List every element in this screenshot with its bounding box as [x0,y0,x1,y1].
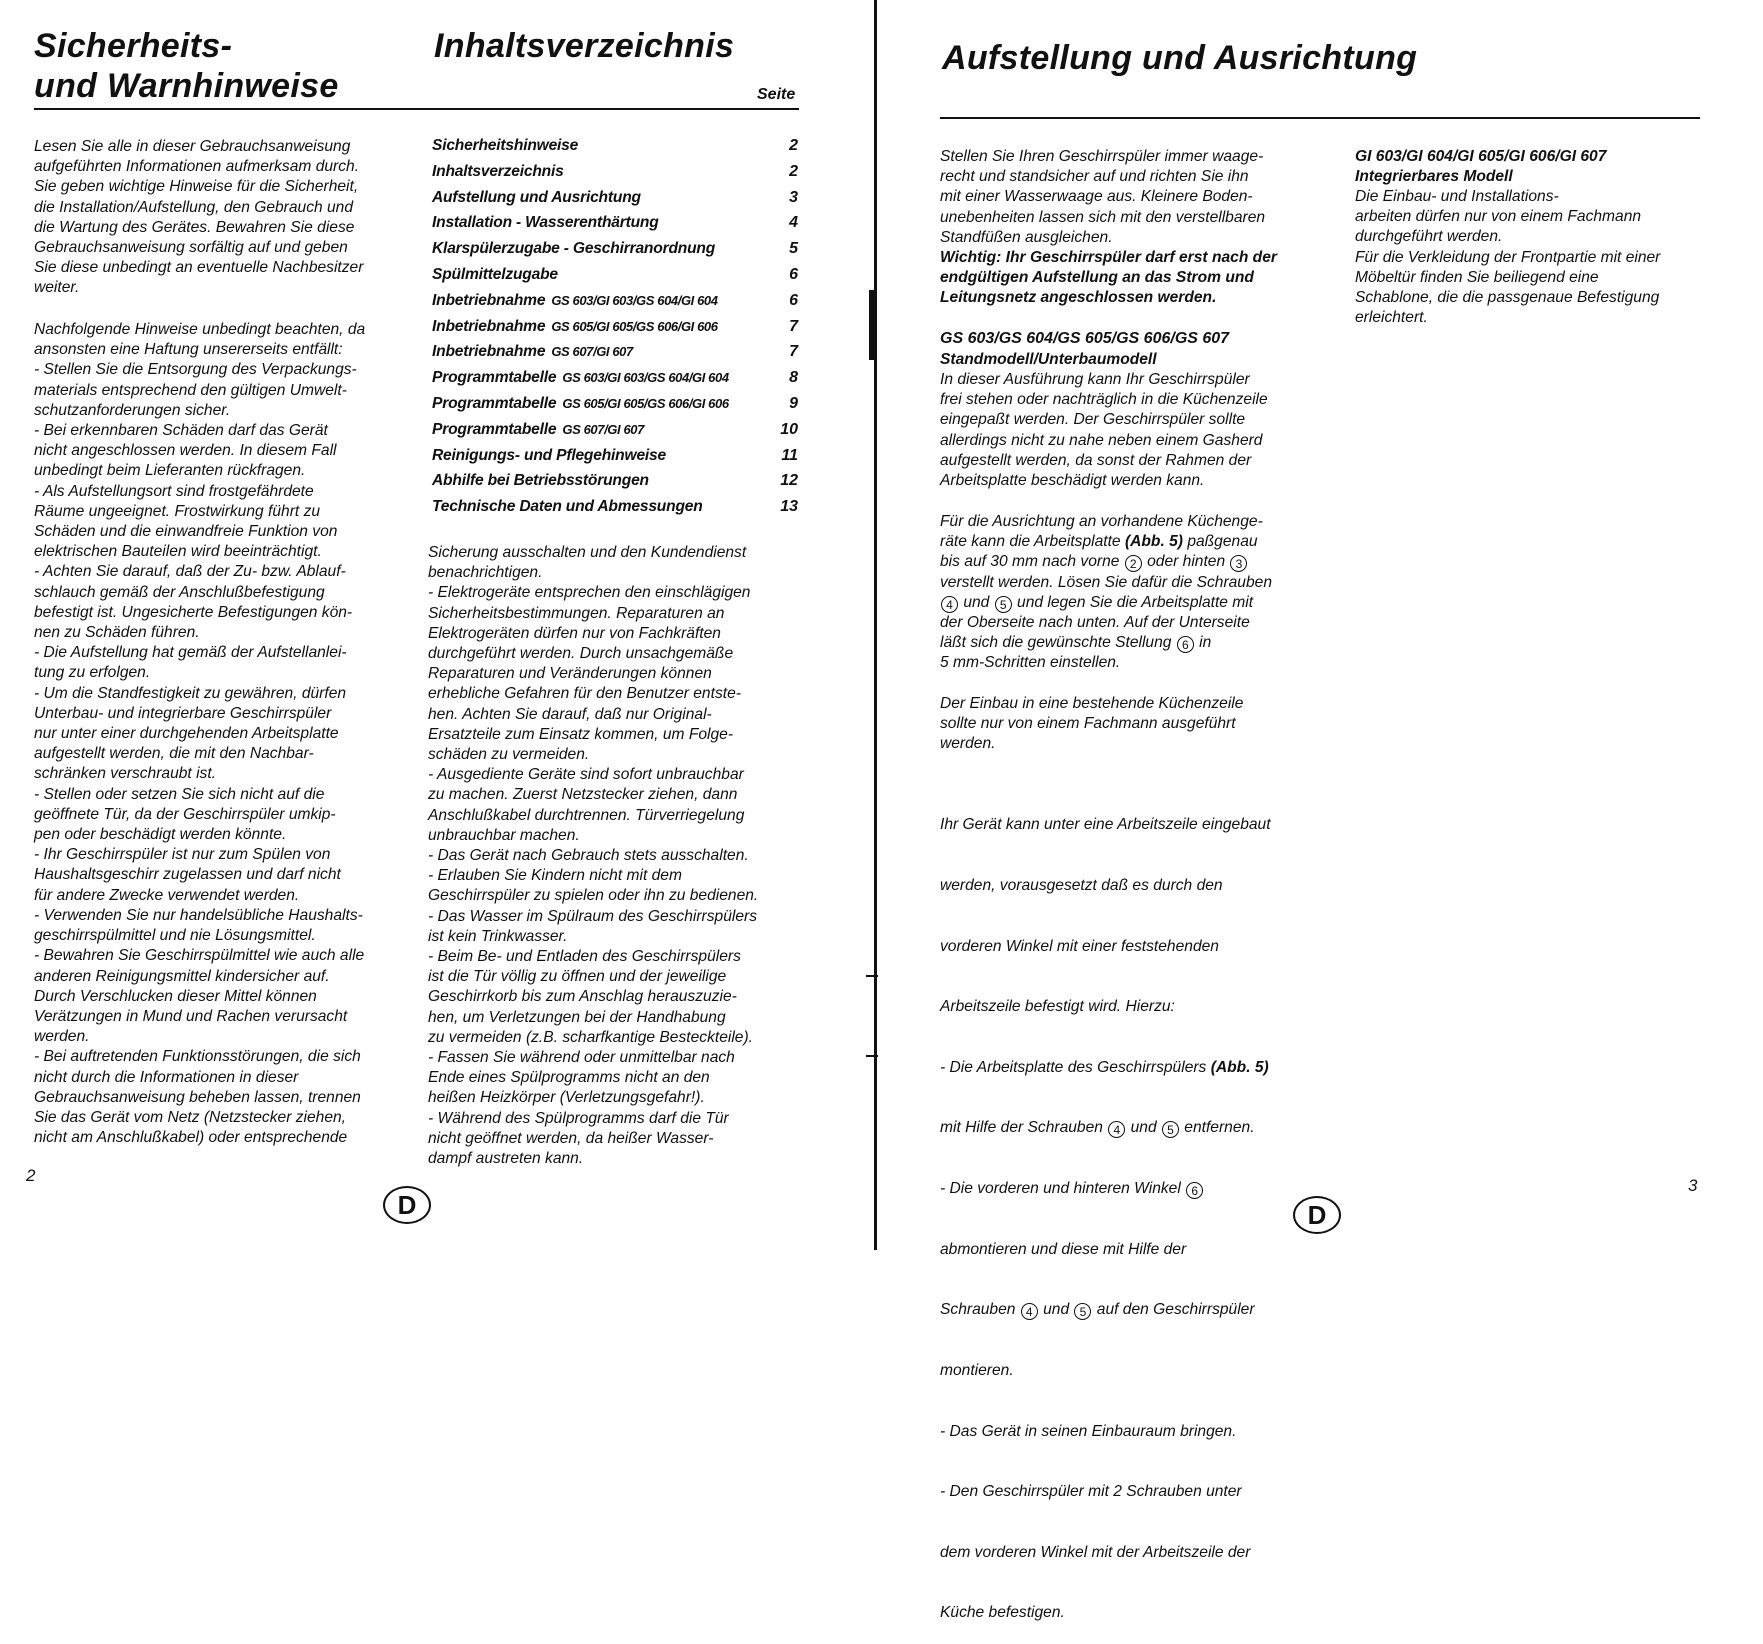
toc-entry [432,240,798,266]
toc-entry-page: 8 [789,369,798,387]
callout-number: 2 [1125,555,1142,572]
toc-entry [432,318,798,344]
toc-entry [432,498,798,524]
left-note-line: - Die Aufstellung hat gemäß der Aufstellanlei- [34,644,347,662]
left-page-number: 2 [26,1166,36,1185]
left-note-line: nicht angeschlossen werden. In diesem Fall [34,442,337,460]
left-note-line: - Achten Sie darauf, daß der Zu- bzw. Ablauf- [34,563,346,581]
toc-entry-title: Inhaltsverzeichnis [432,162,564,180]
toc-entry [432,421,798,447]
left-note-line: Haushaltsgeschirr zugelassen und darf nicht [34,866,341,884]
toc-entry-title: Inbetriebnahme [432,343,546,361]
toc-continued-line: - Ausgediente Geräte sind sofort unbrauchbar [428,766,744,784]
left-note-line: - Um die Standfestigkeit zu gewähren, dürfen [34,684,347,702]
toc-continued-line: erhebliche Gefahren für den Benutzer entste- [428,685,741,703]
toc-entry-page: 5 [789,240,798,258]
toc-entry-page: 9 [789,394,798,412]
callout-number: 6 [1186,1182,1203,1199]
under-counter-instructions: Ihr Gerät kann unter eine Arbeitszeile eingebaut werden, vorausgesetzt daß es durch den vorderen Winkel mit einer feststehenden Arbeitszeile befestigt wird. Hierzu: - Die Arbeitsplatte des Geschirrspülers (Abb. 5) mit Hilfe der Schrauben 4 und 5 entfernen. - Die vorderen und hinteren Winkel 6 abmontieren und diese mit Hilfe der Schrauben 4 und 5 auf den Geschirrspüler montieren. - Das Gerät in seinen Einbauraum bringen. - Den Geschirrspüler mit 2 Schrauben unter dem vorderen Winkel mit der Arbeitszeile der Küche befestigen. [940,816,1271,1622]
toc-entry-title: Spülmittelzugabe [432,265,558,283]
toc-entry-model: GS 603/GI 603/GS 604/GI 604 [551,292,718,308]
left-note-line: - Als Aufstellungsort sind frostgefährdete [34,482,314,500]
left-note-line: Sie das Gerät vom Netz (Netzstecker ziehen, [34,1108,346,1126]
toc-entry-page: 11 [781,446,798,464]
gs-model-subheading: Standmodell/Unterbaumodell [940,351,1157,368]
toc-entry-page: 10 [780,420,798,438]
toc-entry-title: Programmtabelle [432,420,557,438]
gi-model-text: Die Einbau- und Installations- arbeiten dürfen nur von einem Fachmann durchgeführt werden. Für die Verkleidung der Frontpartie mit einer Möbeltür finden Sie beiliegend eine Schablone, die die passgenaue Befestigung erleichtert. [1355,188,1661,327]
gs-model-text: In dieser Ausführung kann Ihr Geschirrspüler frei stehen oder nachträglich in die Küchenzeile eingepaßt werden. Der Geschirrspüler sollte allerdings nicht zu nahe neben einem Gasherd aufgestellt werden, da sonst der Rahmen der Arbeitsplatte beschädigt werden kann. [940,371,1268,490]
left-title-line2: und Warnhinweise [34,67,339,105]
toc-entry-title: Abhilfe bei Betriebsstörungen [432,472,649,490]
toc-continued-line: - Das Gerät nach Gebrauch stets ausschalten. [428,847,749,865]
toc-entry [432,137,798,163]
toc-continued-line: - Elektrogeräte entsprechen den einschlägigen [428,584,751,602]
spine-mark [869,290,875,360]
left-note-line: nen zu Schäden führen. [34,624,200,642]
left-note-line: - Stellen oder setzen Sie sich nicht auf die [34,785,325,803]
toc-entry-page: 2 [789,137,798,154]
toc-continued-line: durchgeführt werden. Durch unsachgemäße [428,645,734,663]
toc-continued-line: schäden zu vermeiden. [428,746,590,764]
toc-entry-model: GS 607/GI 607 [562,421,644,437]
toc-continued-line: Ersatzteile zum Einsatz kommen, um Folge- [428,725,734,743]
toc-continued-line: Sicherung ausschalten und den Kundendienst [428,544,747,561]
toc-entry [432,266,798,292]
toc-entry-page: 13 [780,498,798,516]
gs-model-heading: GS 603/GS 604/GS 605/GS 606/GS 607 [940,330,1230,347]
spine-mark [866,1055,878,1057]
left-note-line: befestigt ist. Ungesicherte Befestigungen kön- [34,603,353,621]
callout-number: 5 [1162,1121,1179,1138]
left-note-line: nicht durch die Informationen in dieser [34,1068,299,1086]
toc-continued-text [428,543,808,1169]
gi-model-subheading: Integrierbares Modell [1355,168,1513,185]
toc-entry-model: GS 607/GI 607 [551,344,633,360]
left-note-line: geöffnete Tür, da der Geschirrspüler umkip- [34,805,336,823]
toc-entry-page: 4 [789,214,798,232]
toc-entry-page: 6 [789,265,798,283]
toc-entry [432,472,798,498]
toc-entry-model: GS 605/GI 605/GS 606/GI 606 [562,395,729,411]
worktop-adjustment-paragraph: Für die Ausrichtung an vorhandene Küchenge- räte kann die Arbeitsplatte (Abb. 5) paßgenau bis auf 30 mm nach vorne 2 oder hinten 3 verstellt werden. Lösen Sie dafür die Schrauben 4 und 5 und legen Sie die Arbeitsplatte mit der Oberseite nach unten. Auf der Unterseite läßt sich die gewünschte Stellung 6 in 5 mm-Schritten einstellen. [940,513,1272,672]
toc-entry-title: Technische Daten und Abmessungen [432,498,703,516]
callout-number: 4 [941,596,958,613]
toc-entry [432,343,798,369]
toc-continued-line: Ende eines Spülprogramms nicht an den [428,1069,710,1087]
left-note-line: unbedingt beim Lieferanten rückfragen. [34,462,306,480]
toc-entry-page: 7 [789,317,798,335]
toc-continued-line: Sicherheitsbestimmungen. Reparaturen an [428,604,725,622]
callout-number: 3 [1230,555,1247,572]
spine-mark [866,975,878,977]
left-country-badge: D [383,1186,431,1224]
toc-entry-title: Sicherheitshinweise [432,137,579,154]
toc-title: Inhaltsverzeichnis [434,27,735,65]
toc-continued-line: nicht geöffnet werden, da heißer Wasser- [428,1129,714,1147]
toc-entry-title: Aufstellung und Ausrichtung [432,188,641,206]
toc-continued-line: ist kein Trinkwasser. [428,927,568,945]
toc-entry [432,292,798,318]
callout-number: 4 [1021,1303,1038,1320]
toc-entry-title: Klarspülerzugabe - Geschirranordnung [432,240,716,258]
left-notes-list [34,320,404,1148]
toc-entry-page: 7 [789,343,798,361]
left-title-line1: Sicherheits- [34,27,233,65]
toc-continued-line: ist die Tür völlig zu öffnen und der jeweilige [428,968,727,986]
left-page-title [34,26,339,106]
toc-continued-line: Geschirrkorb bis zum Anschlag herauszuzie- [428,988,737,1006]
toc-entry-title: Inbetriebnahme [432,291,546,309]
toc-continued-line: zu machen. Zuerst Netzstecker ziehen, dann [428,786,738,804]
left-note-line: tung zu erfolgen. [34,664,151,682]
left-note-line: geschirrspülmittel und nie Lösungsmittel. [34,927,316,945]
left-note-line: Gebrauchsanweisung beheben lassen, trennen [34,1088,361,1106]
left-note-line: schutzanforderungen sicher. [34,401,231,419]
callout-number: 5 [995,596,1012,613]
left-note-line: - Verwenden Sie nur handelsübliche Haushalts- [34,906,363,924]
toc-continued-line: - Während des Spülprogramms darf die Tür [428,1109,729,1127]
gi-model-heading: GI 603/GI 604/GI 605/GI 606/GI 607 [1355,148,1607,165]
left-note-line: materials entsprechend den gültigen Umwelt- [34,381,347,399]
callout-number: 6 [1177,636,1194,653]
toc-entry-page: 3 [789,188,798,206]
left-note-line: nicht am Anschlußkabel) oder entsprechende [34,1129,348,1147]
left-note-line: - Bei erkennbaren Schäden darf das Gerät [34,422,328,440]
right-page-number: 3 [1688,1176,1698,1195]
toc-continued-line: - Erlauben Sie Kindern nicht mit dem [428,867,682,885]
toc-entry-title: Programmtabelle [432,394,557,412]
toc-continued-line: hen, um Verletzungen bei der Handhabung [428,1008,726,1026]
left-note-line: nur unter einer durchgehenden Arbeitsplatte [34,725,339,743]
toc-continued-line: Elektrogeräten dürfen nur von Fachkräften [428,624,721,642]
right-country-badge: D [1293,1196,1341,1234]
toc-entry [432,214,798,240]
left-note-line: Durch Verschlucken dieser Mittel können [34,987,317,1005]
toc-entry-model: GS 603/GI 603/GS 604/GI 604 [562,370,729,386]
left-note-line: Verätzungen in Mund und Rachen verursacht [34,1007,348,1025]
left-note-line: Schäden und die einwandfreie Funktion von [34,523,338,541]
left-note-line: - Ihr Geschirrspüler ist nur zum Spülen von [34,846,331,864]
toc-entry-title: Inbetriebnahme [432,317,546,335]
toc-continued-line: Geschirrspüler zu spielen oder ihn zu bedienen. [428,887,759,905]
left-note-line: für andere Zwecke verwendet werden. [34,886,300,904]
toc-entry [432,369,798,395]
toc-continued-line: zu vermeiden (z.B. scharfkantige Besteckteile). [428,1028,754,1046]
left-note-line: elektrischen Bauteilen wird beeinträchtigt. [34,543,322,561]
fachmann-paragraph: Der Einbau in eine bestehende Küchenzeile sollte nur von einem Fachmann ausgeführt werden. [940,695,1244,753]
left-note-line: aufgestellt werden, die mit den Nachbar- [34,745,314,763]
left-intro-paragraph: Lesen Sie alle in dieser Gebrauchsanweisung aufgeführten Informationen aufmerksam durch. Sie geben wichtige Hinweise für die Sicherheit, die Installation/Aufstellung, den Gebrauch und die Wartung des Gerätes. Bewahren Sie diese Gebrauchsanweisung sorfältig auf und geben Sie diese unbedingt an eventuelle Nachbesitzer weiter. [34,138,364,297]
left-note-line: - Bei auftretenden Funktionsstörungen, die sich [34,1048,361,1066]
left-note-line: - Stellen Sie die Entsorgung des Verpackungs- [34,361,357,379]
toc-continued-line: Anschlußkabel durchtrennen. Türverriegelung [428,806,745,824]
toc-continued-line: - Beim Be- und Entladen des Geschirrspülers [428,948,741,966]
left-note-line: schlauch gemäß der Anschlußbefestigung [34,583,325,601]
toc-continued-line: heißen Heizkörper (Verletzungsgefahr!). [428,1089,705,1107]
left-note-line: ansonsten eine Haftung unsererseits entfällt: [34,341,343,359]
toc-entry-title: Installation - Wasserenthärtung [432,214,659,232]
left-note-line: - Bewahren Sie Geschirrspülmittel wie auch alle [34,947,365,965]
toc-entry-page: 6 [789,291,798,309]
setup-intro-paragraph: Stellen Sie Ihren Geschirrspüler immer waage- recht und standsicher auf und richten Sie ihn mit einer Wasserwaage aus. Kleinere Boden- unebenheiten lassen sich mit den verstellbaren Standfüßen ausgleichen. [940,148,1266,246]
connection-warning: Wichtig: Ihr Geschirrspüler darf erst nach der endgültigen Aufstellung an das Strom und Leitungsnetz angeschlossen werden. [940,249,1277,307]
left-note-line: werden. [34,1028,90,1046]
callout-number: 4 [1108,1121,1125,1138]
toc-entry [432,395,798,421]
toc-entry-page: 2 [789,162,798,180]
toc-entry-model: GS 605/GI 605/GS 606/GI 606 [551,318,718,334]
left-note-line: Nachfolgende Hinweise unbedingt beachten, da [34,321,366,338]
left-note-line: anderen Reinigungsmittel kindersicher auf. [34,967,330,985]
toc-continued-line: - Fassen Sie während oder unmittelbar nach [428,1049,735,1067]
toc-list [432,137,798,524]
toc-entry [432,163,798,189]
toc-continued-line: benachrichtigen. [428,564,543,582]
right-header-rule [940,117,1700,119]
toc-entry [432,447,798,473]
left-header-rule [34,108,799,110]
toc-entry-title: Reinigungs- und Pflegehinweise [432,446,666,464]
toc-continued-line: Reparaturen und Veränderungen können [428,665,712,683]
toc-entry-page: 12 [780,472,798,490]
toc-continued-line: dampf austreten kann. [428,1150,584,1168]
left-note-line: Räume ungeeignet. Frostwirkung führt zu [34,502,321,520]
right-page-title: Aufstellung und Ausrichtung [942,39,1418,77]
toc-entry [432,189,798,215]
page-spine [874,0,877,1250]
left-note-line: schränken verschraubt ist. [34,765,217,783]
left-note-line: Unterbau- und integrierbare Geschirrspüler [34,704,332,722]
left-note-line: pen oder beschädigt werden könnte. [34,826,287,844]
toc-page-label: Seite [757,86,796,103]
toc-continued-line: hen. Achten Sie darauf, daß nur Original- [428,705,712,723]
callout-number: 5 [1074,1303,1091,1320]
toc-continued-line: unbrauchbar machen. [428,826,580,844]
toc-continued-line: - Das Wasser im Spülraum des Geschirrspülers [428,907,758,925]
toc-entry-title: Programmtabelle [432,369,557,387]
